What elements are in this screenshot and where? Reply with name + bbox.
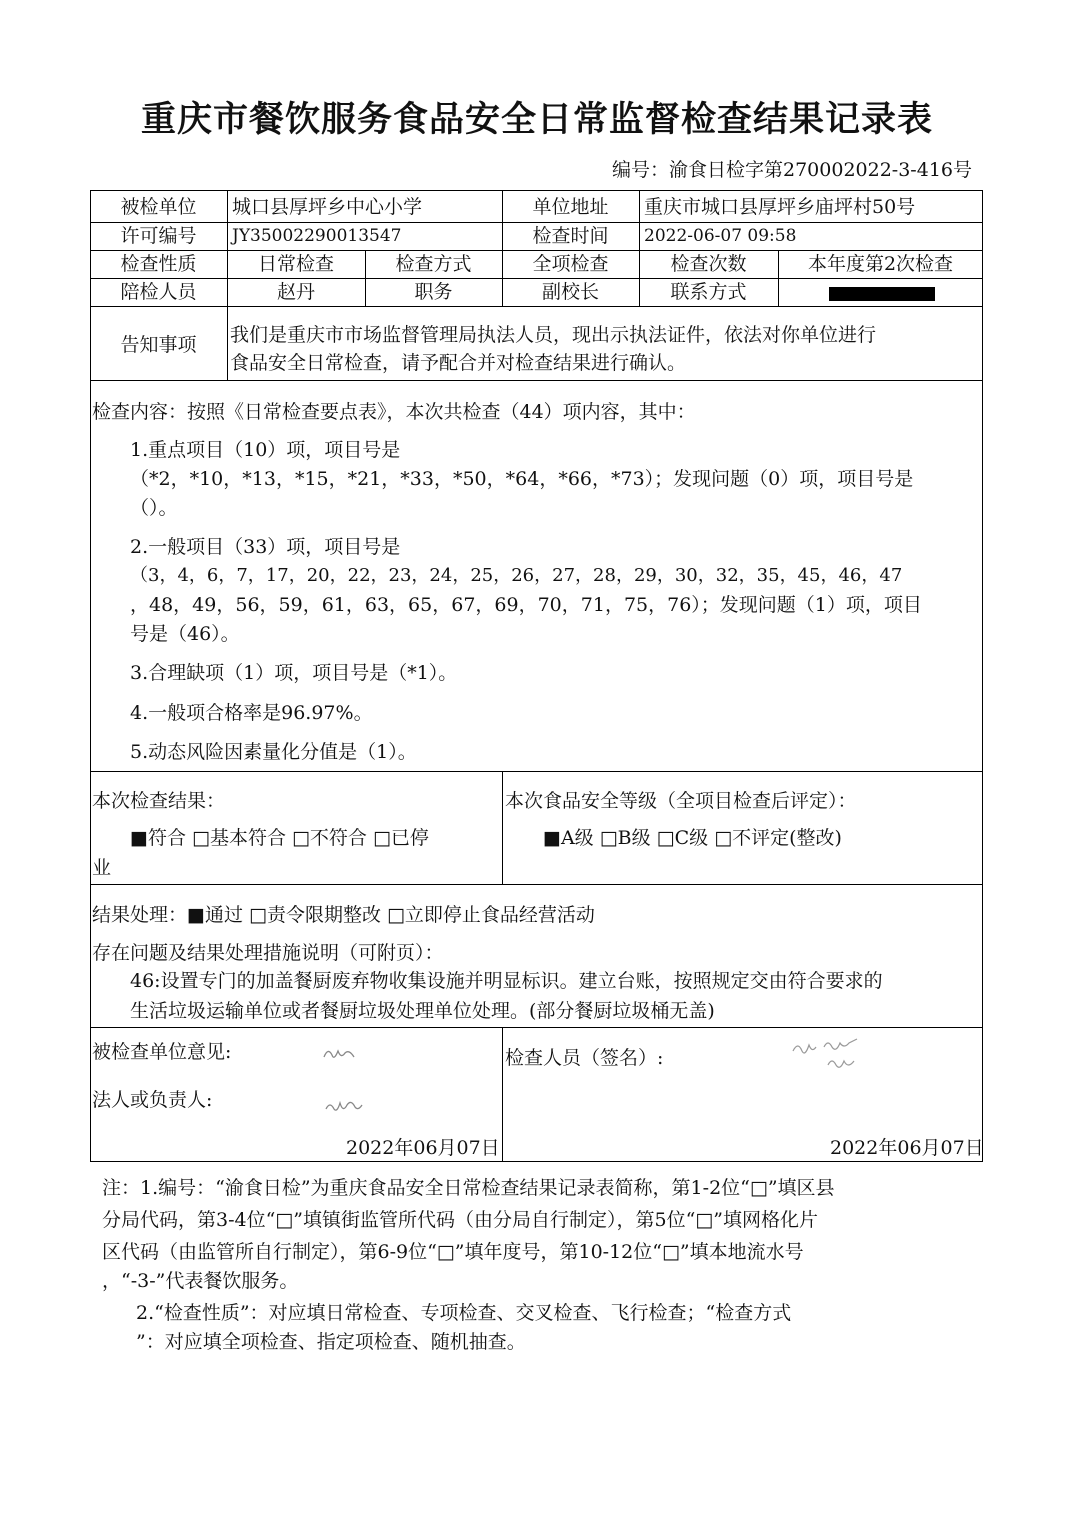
key-items-line-1: 1.重点项目（10）项，项目号是: [130, 439, 401, 461]
note-line-6: ”：对应填全项检查、指定项检查、随机抽查。: [136, 1331, 526, 1353]
count-value: 本年度第2次检查: [807, 253, 954, 275]
position-label: 职务: [414, 281, 453, 303]
key-items-line-2: （*2，*10，*13，*15，*21，*33，*50，*64，*66，*73）；发现问题（0）项，项目号是: [130, 468, 914, 490]
general-items-line-4: 号是（46）。: [130, 623, 240, 645]
unit-opinion-handwriting: [322, 1043, 356, 1065]
key-items-line-3: （）。: [130, 497, 178, 519]
address-label: 单位地址: [532, 196, 609, 218]
note-line-3: 区代码（由监管所自行制定），第6-9位“□”填年度号，第10-12位“□”填本地流水号: [102, 1241, 804, 1263]
notice-line-1: 我们是重庆市市场监督管理局执法人员，现出示执法证件，依法对你单位进行: [230, 324, 877, 346]
column-divider: [502, 1027, 503, 1162]
issue-line-1: 46:设置专门的加盖餐厨废弃物收集设施并明显标识。建立台账，按照规定交由符合要求的: [130, 970, 883, 992]
unit-value: 城口县厚坪乡中心小学: [232, 196, 423, 218]
address-value: 重庆市城口县厚坪乡庙坪村50号: [644, 196, 916, 218]
unit-opinion-label: 被检查单位意见:: [92, 1041, 232, 1063]
nature-label: 检查性质: [120, 253, 197, 275]
position-value: 副校长: [541, 281, 599, 303]
time-value: 2022-06-07 09:58: [644, 226, 797, 246]
document-number: 编号：渝食日检字第270002022-3-416号: [612, 159, 972, 181]
redacted-contact: [829, 287, 935, 301]
row-divider: [90, 380, 983, 381]
nature-value: 日常检查: [257, 253, 334, 275]
issues-label: 存在问题及结果处理措施说明（可附页）：: [92, 942, 444, 964]
contact-label: 联系方式: [670, 281, 747, 303]
unit-sign-date: 2022年06月07日: [346, 1137, 500, 1159]
column-divider: [502, 771, 503, 884]
method-value: 全项检查: [532, 253, 609, 275]
inspector-sign-date: 2022年06月07日: [830, 1137, 984, 1159]
row-divider: [90, 884, 983, 885]
legal-person-label: 法人或负责人:: [92, 1089, 213, 1111]
license-value: JY35002290013547: [232, 226, 402, 246]
missing-items: 3.合理缺项（1）项，项目号是（*1）。: [130, 662, 458, 684]
row-divider: [90, 306, 983, 307]
inspector-label: 检查人员（签名）:: [505, 1047, 664, 1069]
inspector-signature: [790, 1035, 870, 1075]
general-items-line-2: （3，4，6，7，17，20，22，23，24，25，26，27，28，29，30，32，35，45，46，47: [130, 565, 903, 586]
license-label: 许可编号: [120, 225, 197, 247]
grade-options: ■A级 □B级 □C级 □不评定(整改): [543, 827, 842, 849]
note-line-2: 分局代码，第3-4位“□”填镇街监管所代码（由分局自行制定），第5位“□”填网格化片: [102, 1209, 818, 1231]
handling-result: 结果处理：■通过 □责令限期整改 □立即停止食品经营活动: [92, 904, 595, 926]
note-line-4: ，“-3-”代表餐饮服务。: [102, 1270, 299, 1292]
general-items-line-3: ，48，49，56，59，61，63，65，67，69，70，71，75，76）；发现问题（1）项，项目: [130, 594, 922, 616]
notice-line-2: 食品安全日常检查，请予配合并对检查结果进行确认。: [230, 352, 687, 374]
result-label: 本次检查结果：: [92, 790, 226, 812]
content-intro: 检查内容：按照《日常检查要点表》，本次共检查（44）项内容，其中：: [92, 401, 696, 423]
count-label: 检查次数: [670, 253, 747, 275]
row-divider: [90, 771, 983, 772]
time-label: 检查时间: [532, 225, 609, 247]
page-title: 重庆市餐饮服务食品安全日常监督检查结果记录表: [140, 100, 933, 140]
general-items-line-1: 2.一般项目（33）项，项目号是: [130, 536, 401, 558]
qualified-rate: 4.一般项合格率是96.97%。: [130, 702, 373, 724]
risk-score: 5.动态风险因素量化分值是（1）。: [130, 741, 417, 763]
unit-label: 被检单位: [120, 196, 197, 218]
method-label: 检查方式: [395, 253, 472, 275]
issue-line-2: 生活垃圾运输单位或者餐厨垃圾处理单位处理。(部分餐厨垃圾桶无盖): [130, 1000, 715, 1022]
grade-label: 本次食品安全等级（全项目检查后评定）：: [505, 790, 857, 812]
row-divider: [90, 1027, 983, 1028]
note-line-1: 注：1.编号：“渝食日检”为重庆食品安全日常检查结果记录表简称，第1-2位“□”填区县: [102, 1177, 835, 1199]
accompany-label: 陪检人员: [120, 281, 197, 303]
legal-person-signature: [324, 1097, 364, 1117]
note-line-5: 2.“检查性质”：对应填日常检查、专项检查、交叉检查、飞行检查；“检查方式: [136, 1302, 792, 1324]
result-options-wrap: 业: [92, 857, 112, 879]
accompany-value: 赵丹: [276, 281, 315, 303]
notice-label: 告知事项: [120, 334, 197, 356]
result-options: ■符合 □基本符合 □不符合 □已停: [130, 827, 429, 849]
